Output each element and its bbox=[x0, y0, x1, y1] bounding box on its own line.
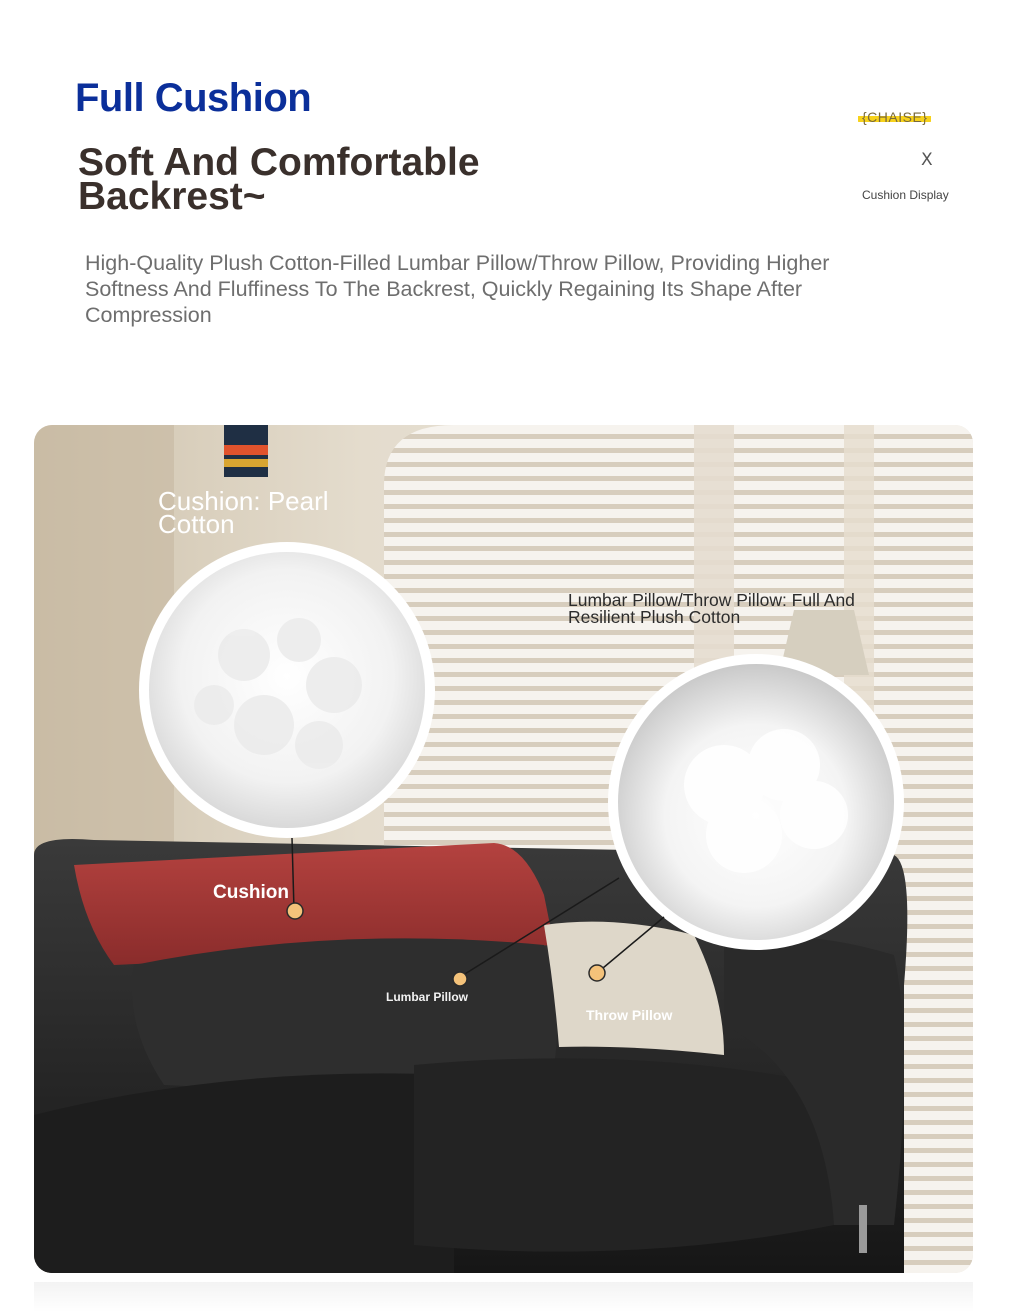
callout-plush-cotton: Lumbar Pillow/Throw Pillow: Full And Resilient Plush Cotton bbox=[568, 590, 855, 627]
cushion-display-caption: Cushion Display bbox=[862, 188, 949, 202]
callout-pearl-cotton: Cushion: Pearl Cotton bbox=[158, 486, 329, 539]
chaise-tag: {CHAISE} bbox=[858, 109, 931, 125]
label-cushion: Cushion bbox=[213, 882, 289, 903]
label-lumbar-pillow: Lumbar Pillow bbox=[386, 990, 469, 1004]
label-throw-pillow: Throw Pillow bbox=[586, 1007, 673, 1023]
bottom-divider bbox=[34, 1282, 973, 1312]
x-mark: X bbox=[921, 150, 933, 170]
product-description: High-Quality Plush Cotton-Filled Lumbar Pillow/Throw Pillow, Providing Higher Softness And Fluffiness To The Backrest, Quickly Regaining Its Shape After Compression bbox=[85, 251, 830, 327]
page-title: Full Cushion bbox=[75, 76, 312, 120]
page-subtitle: Soft And Comfortable Backrest~ bbox=[78, 141, 480, 218]
sofa-photo bbox=[34, 425, 973, 1273]
